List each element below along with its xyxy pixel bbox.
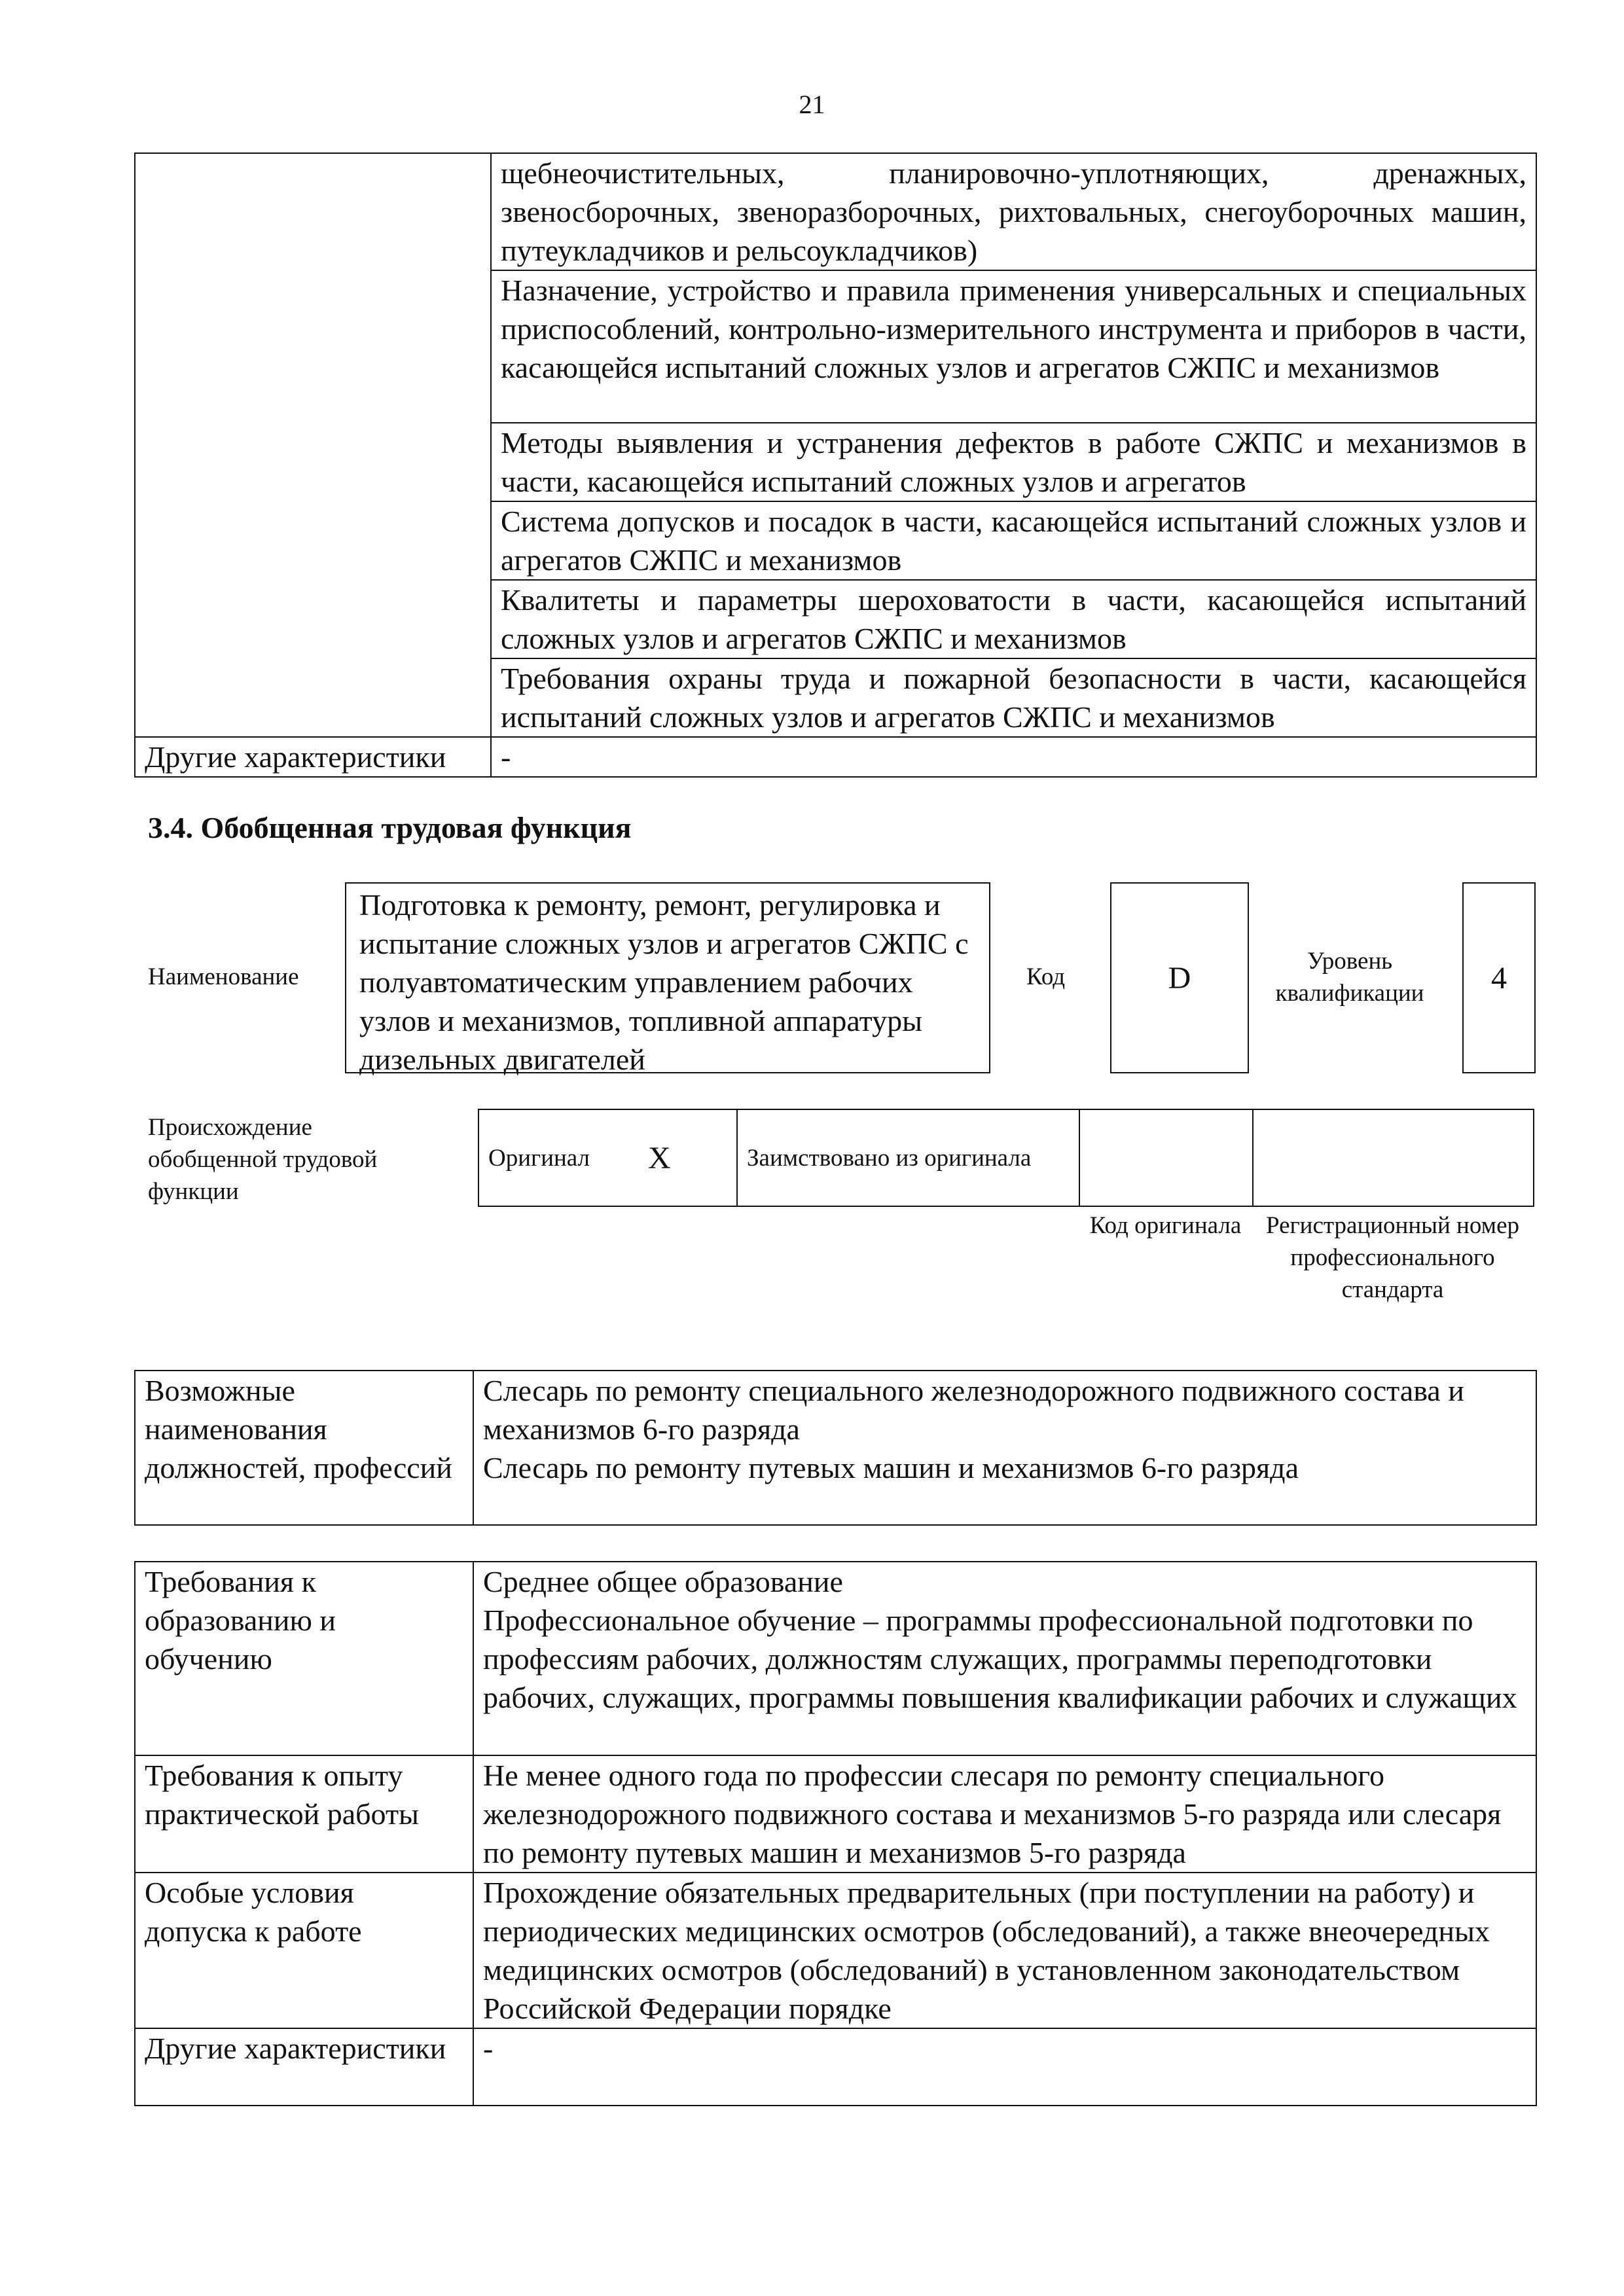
knowledge-item: Квалитеты и параметры шероховатости в части, касающейся испытаний сложных узлов и агрегатов СЖПС и механизмов xyxy=(491,580,1536,658)
other-characteristics-label: Другие характеристики xyxy=(135,737,491,777)
knowledge-item: Требования охраны труда и пожарной безопасности в части, касающейся испытаний сложных узлов и агрегатов СЖПС и механизмов xyxy=(491,658,1536,737)
name-label: Наименование xyxy=(148,963,299,990)
knowledge-item: Назначение, устройство и правила применения универсальных и специальных приспособлений, контрольно-измерительного инструмента и приборов в части, касающейся испытаний сложных узлов и агрегатов СЖПС и механизмов xyxy=(491,270,1536,423)
positions-label: Возможные наименования должностей, профессий xyxy=(135,1371,473,1525)
code-label: Код xyxy=(1026,963,1066,990)
original-code-caption: Код оригинала xyxy=(1089,1212,1242,1239)
experience-label: Требования к опыту практической работы xyxy=(135,1755,473,1873)
original-label: Оригинал xyxy=(478,1109,639,1206)
knowledge-item: щебнеочистительных, планировочно-уплотняющих, дренажных, звеносборочных, звеноразборочных, рихтовальных, снегоуборочных машин, путеукладчиков и рельсоукладчиков) xyxy=(491,153,1536,270)
level-value-box: 4 xyxy=(1462,882,1536,1073)
education-values xyxy=(473,1562,1536,1755)
knowledge-table xyxy=(134,152,1537,778)
requirement-item: Профессиональное обучение – программы профессиональной подготовки по профессиям рабочих, должностям служащих, программы переподготовки рабочих, служащих, программы повышения квалификации рабочих и служащих xyxy=(483,1604,1517,1714)
experience-value: Не менее одного года по профессии слесаря по ремонту специального железнодорожного подвижного состава и механизмов 5-го разряда или слесаря по ремонту путевых машин и механизмов 5-го разряда xyxy=(473,1755,1536,1873)
section-heading: 3.4. Обобщенная трудовая функция xyxy=(148,811,632,844)
knowledge-label-cell xyxy=(135,153,491,737)
registration-number-caption: Регистрационный номер профессионального стандарта xyxy=(1265,1212,1519,1303)
code-value-box: D xyxy=(1110,882,1249,1073)
requirements-table xyxy=(134,1561,1537,2106)
knowledge-item: Методы выявления и устранения дефектов в работе СЖПС и механизмов в части, касающейся испытаний сложных узлов и агрегатов xyxy=(491,423,1536,501)
knowledge-item: Система допусков и посадок в части, касающейся испытаний сложных узлов и агрегатов СЖПС и механизмов xyxy=(491,501,1536,580)
function-name-box: Подготовка к ремонту, ремонт, регулировка и испытание сложных узлов и агрегатов СЖПС с полуавтоматическим управлением рабочих узлов и механизмов, топливной аппаратуры дизельных двигателей xyxy=(345,882,990,1073)
other-value: - xyxy=(473,2028,1536,2106)
origin-label: Происхождение обобщенной трудовой функции xyxy=(148,1114,378,1205)
admission-value: Прохождение обязательных предварительных (при поступлении на работу) и периодических медицинских осмотров (обследований), а также внеочередных медицинских осмотров (обследований) в установленном законодательством Российской Федерации порядке xyxy=(473,1873,1536,2028)
requirement-item: Среднее общее образование xyxy=(483,1565,843,1598)
positions-values xyxy=(473,1371,1536,1525)
borrowed-label: Заимствовано из оригинала xyxy=(737,1109,1079,1206)
origin-table xyxy=(478,1109,1534,1207)
level-label: Уровень квалификации xyxy=(1275,948,1424,1007)
admission-label: Особые условия допуска к работе xyxy=(135,1873,473,2028)
registration-number-cell xyxy=(1253,1109,1534,1206)
other-label: Другие характеристики xyxy=(135,2028,473,2106)
page-number: 21 xyxy=(799,90,825,119)
positions-table xyxy=(134,1370,1537,1526)
position-item: Слесарь по ремонту специального железнодорожного подвижного состава и механизмов 6-го разряда xyxy=(483,1374,1464,1446)
original-code-cell xyxy=(1079,1109,1253,1206)
original-mark: X xyxy=(639,1109,737,1206)
education-label: Требования к образованию и обучению xyxy=(135,1562,473,1755)
other-characteristics-value: - xyxy=(491,737,1536,777)
position-item: Слесарь по ремонту путевых машин и механизмов 6-го разряда xyxy=(483,1451,1299,1484)
